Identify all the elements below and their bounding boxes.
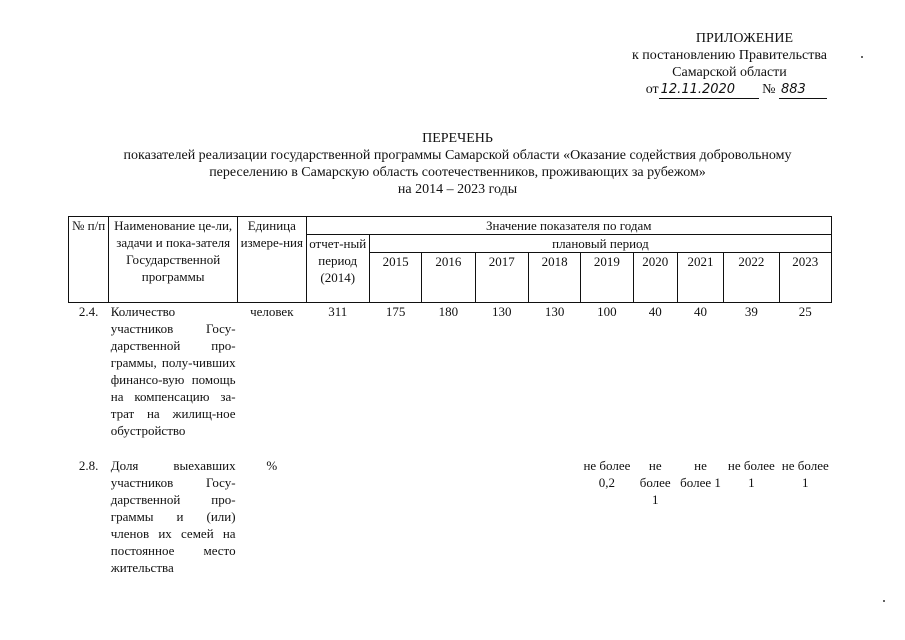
appendix-title: ПРИЛОЖЕНИЕ (695, 31, 794, 46)
row-value: 25 (798, 304, 812, 319)
table-row (69, 303, 832, 457)
appendix-date-line (632, 81, 827, 99)
heading-line-1: показателей реализации государственной программы Самарской области «Оказание содействия добровольному (123, 148, 792, 163)
row-value: 180 (438, 304, 459, 319)
row-value: 130 (492, 304, 512, 319)
row-value (422, 457, 475, 576)
header-year: 2021 (677, 253, 723, 303)
header-year: 2016 (422, 253, 475, 303)
row-unit: % (266, 457, 278, 473)
indicators-table (68, 216, 832, 576)
row-value (779, 457, 831, 576)
row-num: 2.4. (78, 304, 99, 319)
header-year: 2019 (581, 253, 633, 303)
appendix-line-2: Самарской области (672, 65, 787, 80)
row-value (528, 457, 580, 576)
header-num: № п/п (69, 217, 109, 303)
row-value-text: не более 1 (639, 457, 671, 507)
handwritten-date: 12.11.2020 (659, 81, 759, 99)
row-name: Количество участников Госу-дарственной про-граммы, полу-чивших финансо-вую помощь на компенсацию за-трат на жилищ-ное обустройство (110, 304, 236, 438)
row-num: 2.8. (78, 457, 99, 473)
row-value (581, 457, 633, 576)
row-value (369, 457, 421, 576)
header-year: 2023 (779, 253, 831, 303)
number-prefix: № (762, 82, 776, 97)
row-value: 175 (385, 304, 406, 319)
heading-title: ПЕРЕЧЕНЬ (422, 131, 493, 146)
row-value (475, 457, 528, 576)
row-value: 40 (694, 304, 708, 319)
row-value (677, 457, 723, 576)
header-year: 2017 (475, 253, 528, 303)
row-value-text: не более 1 (680, 457, 721, 490)
header-values-group: Значение показателя по годам (306, 217, 831, 235)
table-row (69, 457, 832, 576)
header-year: 2020 (633, 253, 677, 303)
header-year: 2022 (724, 253, 779, 303)
appendix-line-1: к постановлению Правительства (631, 48, 827, 63)
row-report-value (306, 457, 369, 576)
scan-speck (861, 56, 863, 58)
header-report-period: отчет-ный период (2014) (306, 235, 369, 303)
document-heading (60, 130, 855, 198)
header-year: 2015 (369, 253, 421, 303)
row-value: 130 (544, 304, 565, 319)
date-prefix: от (645, 82, 659, 97)
header-unit: Единица измере-ния (238, 217, 306, 303)
row-value: 40 (648, 304, 662, 319)
row-value-text: не более 1 (781, 457, 829, 490)
scan-speck (883, 600, 885, 602)
heading-line-3: на 2014 – 2023 годы (397, 182, 518, 197)
heading-line-2: переселению в Самарскую область соотечественников, проживающих за рубежом» (209, 165, 706, 180)
row-value: 100 (597, 304, 617, 319)
row-value-text: не более 1 (727, 457, 775, 490)
row-value (633, 457, 677, 576)
row-value-text: не более 0,2 (583, 457, 631, 490)
row-value: 39 (744, 304, 758, 319)
row-report-value: 311 (328, 304, 348, 319)
row-value (724, 457, 779, 576)
header-year: 2018 (528, 253, 580, 303)
handwritten-number: 883 (779, 81, 827, 99)
header-plan-period: плановый период (369, 235, 831, 253)
row-name: Доля выехавших участников Госу-дарственной про-граммы и (или) членов их семей на постоянное место жительства (110, 457, 236, 575)
header-name: Наименование це-ли, задачи и пока-зателя Государственной программы (109, 217, 238, 303)
appendix-block (632, 30, 827, 99)
row-unit: человек (250, 304, 294, 319)
